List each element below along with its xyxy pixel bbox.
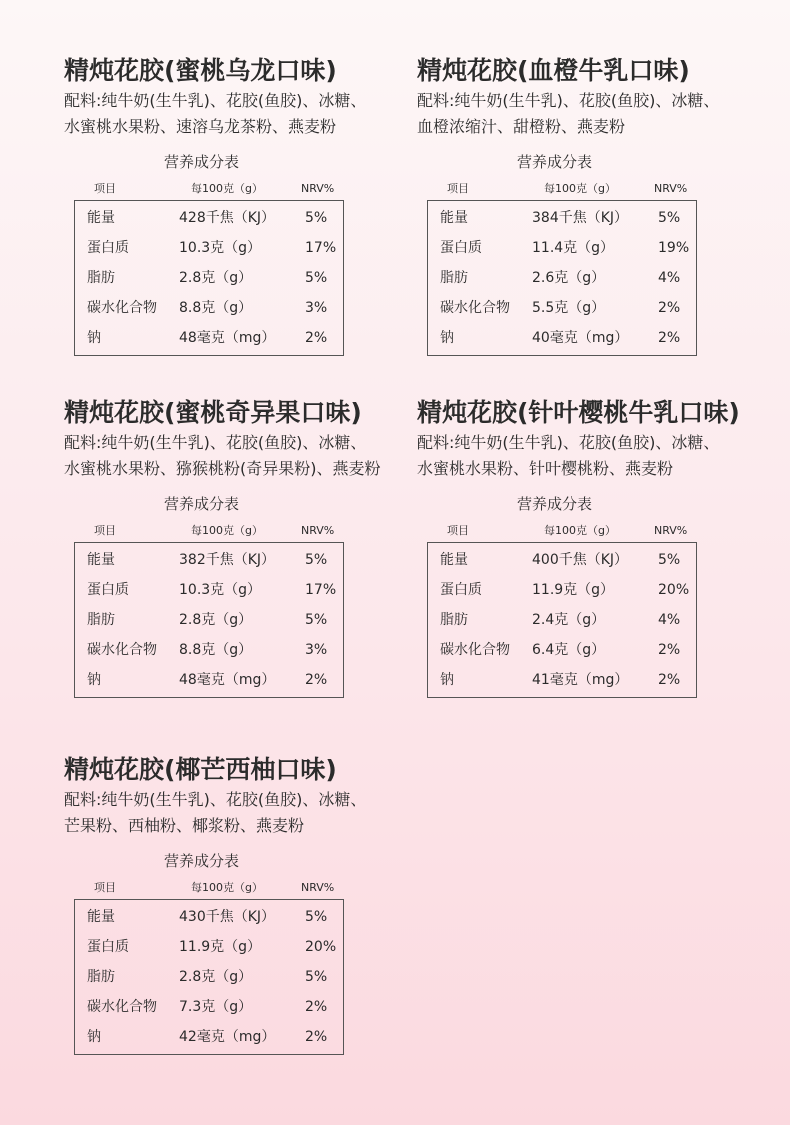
header-nrv: NRV% — [654, 182, 688, 195]
table-row — [75, 1022, 343, 1052]
row-value: 8.8克（g） — [179, 642, 253, 658]
nutrition-table — [74, 542, 344, 698]
row-value: 11.9克（g） — [532, 582, 615, 598]
ingredients — [64, 88, 424, 140]
ingredients-line: 配料:纯牛奶(生牛乳)、花胶(鱼胶)、冰糖、 — [64, 433, 367, 452]
row-item: 脂肪 — [440, 270, 468, 286]
row-item: 钠 — [440, 672, 454, 688]
product-blood-orange-milk — [417, 56, 777, 356]
row-item: 脂肪 — [87, 612, 115, 628]
table-row — [75, 575, 343, 605]
row-nrv: 2% — [658, 672, 681, 688]
ingredients-line: 血橙浓缩汁、甜橙粉、燕麦粉 — [417, 117, 626, 136]
ingredients — [64, 430, 424, 482]
row-value: 42毫克（mg） — [179, 1029, 276, 1045]
row-nrv: 2% — [305, 330, 328, 346]
row-item: 能量 — [440, 552, 468, 568]
nutrition-table — [427, 542, 697, 698]
row-item: 碳水化合物 — [440, 300, 510, 316]
row-value: 10.3克（g） — [179, 240, 262, 256]
table-row — [428, 665, 696, 695]
row-item: 钠 — [87, 330, 101, 346]
row-nrv: 3% — [305, 300, 328, 316]
row-nrv: 4% — [658, 612, 681, 628]
row-nrv: 5% — [305, 210, 328, 226]
table-row — [428, 233, 696, 263]
row-value: 2.4克（g） — [532, 612, 606, 628]
product-peach-oolong — [64, 56, 424, 356]
row-nrv: 3% — [305, 642, 328, 658]
row-nrv: 17% — [305, 582, 337, 598]
row-nrv: 5% — [305, 270, 328, 286]
ingredients — [64, 787, 424, 839]
nutrition-table-title: 营养成分表 — [164, 852, 240, 870]
header-item: 项目 — [94, 524, 116, 537]
row-value: 8.8克（g） — [179, 300, 253, 316]
table-row — [428, 545, 696, 575]
row-item: 碳水化合物 — [87, 642, 157, 658]
row-nrv: 2% — [658, 330, 681, 346]
row-nrv: 5% — [305, 612, 328, 628]
nutrition-table-header — [417, 520, 777, 542]
ingredients — [417, 430, 777, 482]
row-item: 脂肪 — [440, 612, 468, 628]
product-title: 精炖花胶(蜜桃乌龙口味) — [64, 56, 337, 85]
row-value: 11.9克（g） — [179, 939, 262, 955]
ingredients-line: 芒果粉、西柚粉、椰浆粉、燕麦粉 — [64, 816, 305, 835]
header-nrv: NRV% — [301, 182, 335, 195]
row-value: 48毫克（mg） — [179, 672, 276, 688]
row-nrv: 5% — [658, 210, 681, 226]
row-nrv: 5% — [658, 552, 681, 568]
row-value: 11.4克（g） — [532, 240, 615, 256]
header-per-100g: 每100克（g） — [191, 524, 263, 537]
table-row — [75, 293, 343, 323]
row-item: 能量 — [87, 552, 115, 568]
table-row — [75, 323, 343, 353]
row-item: 蛋白质 — [87, 582, 129, 598]
ingredients-line: 配料:纯牛奶(生牛乳)、花胶(鱼胶)、冰糖、 — [417, 433, 720, 452]
header-per-100g: 每100克（g） — [191, 881, 263, 894]
row-item: 能量 — [440, 210, 468, 226]
row-value: 2.8克（g） — [179, 612, 253, 628]
table-row — [75, 203, 343, 233]
table-row — [428, 263, 696, 293]
header-per-100g: 每100克（g） — [544, 524, 616, 537]
product-title: 精炖花胶(蜜桃奇异果口味) — [64, 398, 362, 427]
row-item: 碳水化合物 — [87, 300, 157, 316]
table-row — [75, 902, 343, 932]
row-item: 碳水化合物 — [440, 642, 510, 658]
product-coconut-mango-grapefruit — [64, 755, 424, 1055]
table-row — [428, 605, 696, 635]
table-row — [75, 605, 343, 635]
row-item: 能量 — [87, 909, 115, 925]
product-title: 精炖花胶(针叶樱桃牛乳口味) — [417, 398, 740, 427]
nutrition-table-header — [64, 877, 424, 899]
row-value: 382千焦（KJ） — [179, 552, 276, 568]
ingredients — [417, 88, 777, 140]
table-row — [75, 992, 343, 1022]
table-row — [75, 545, 343, 575]
table-row — [75, 635, 343, 665]
row-nrv: 5% — [305, 552, 328, 568]
header-item: 项目 — [94, 881, 116, 894]
row-item: 脂肪 — [87, 969, 115, 985]
table-row — [75, 962, 343, 992]
product-title: 精炖花胶(椰芒西柚口味) — [64, 755, 337, 784]
product-peach-kiwi — [64, 398, 424, 698]
row-value: 6.4克（g） — [532, 642, 606, 658]
nutrition-table-title: 营养成分表 — [517, 495, 593, 513]
row-value: 384千焦（KJ） — [532, 210, 629, 226]
ingredients-line: 配料:纯牛奶(生牛乳)、花胶(鱼胶)、冰糖、 — [64, 790, 367, 809]
ingredients-line: 配料:纯牛奶(生牛乳)、花胶(鱼胶)、冰糖、 — [417, 91, 720, 110]
row-nrv: 5% — [305, 969, 328, 985]
row-nrv: 17% — [305, 240, 337, 256]
row-value: 2.8克（g） — [179, 270, 253, 286]
row-item: 蛋白质 — [87, 939, 129, 955]
row-value: 41毫克（mg） — [532, 672, 629, 688]
table-row — [75, 233, 343, 263]
header-item: 项目 — [447, 524, 469, 537]
row-value: 5.5克（g） — [532, 300, 606, 316]
product-title: 精炖花胶(血橙牛乳口味) — [417, 56, 690, 85]
header-nrv: NRV% — [301, 881, 335, 894]
row-item: 蛋白质 — [440, 240, 482, 256]
ingredients-line: 水蜜桃水果粉、速溶乌龙茶粉、燕麦粉 — [64, 117, 337, 136]
row-item: 碳水化合物 — [87, 999, 157, 1015]
row-nrv: 4% — [658, 270, 681, 286]
row-value: 10.3克（g） — [179, 582, 262, 598]
row-nrv: 2% — [658, 300, 681, 316]
row-value: 7.3克（g） — [179, 999, 253, 1015]
nutrition-table-header — [64, 178, 424, 200]
row-value: 430千焦（KJ） — [179, 909, 276, 925]
row-item: 能量 — [87, 210, 115, 226]
nutrition-table-title: 营养成分表 — [164, 495, 240, 513]
nutrition-table — [427, 200, 697, 356]
row-item: 蛋白质 — [87, 240, 129, 256]
table-row — [428, 575, 696, 605]
row-value: 48毫克（mg） — [179, 330, 276, 346]
table-row — [428, 293, 696, 323]
header-per-100g: 每100克（g） — [544, 182, 616, 195]
row-nrv: 20% — [658, 582, 690, 598]
nutrition-table-title: 营养成分表 — [164, 153, 240, 171]
header-item: 项目 — [94, 182, 116, 195]
row-nrv: 5% — [305, 909, 328, 925]
row-value: 400千焦（KJ） — [532, 552, 629, 568]
row-item: 钠 — [87, 672, 101, 688]
product-acerola-cherry-milk — [417, 398, 777, 698]
header-nrv: NRV% — [654, 524, 688, 537]
row-item: 钠 — [87, 1029, 101, 1045]
nutrition-table-header — [417, 178, 777, 200]
row-value: 40毫克（mg） — [532, 330, 629, 346]
header-nrv: NRV% — [301, 524, 335, 537]
row-value: 428千焦（KJ） — [179, 210, 276, 226]
row-value: 2.8克（g） — [179, 969, 253, 985]
row-nrv: 19% — [658, 240, 690, 256]
row-item: 钠 — [440, 330, 454, 346]
table-row — [75, 932, 343, 962]
nutrition-table — [74, 899, 344, 1055]
ingredients-line: 水蜜桃水果粉、针叶樱桃粉、燕麦粉 — [417, 459, 674, 478]
ingredients-line: 配料:纯牛奶(生牛乳)、花胶(鱼胶)、冰糖、 — [64, 91, 367, 110]
row-nrv: 2% — [305, 672, 328, 688]
nutrition-table — [74, 200, 344, 356]
row-value: 2.6克（g） — [532, 270, 606, 286]
table-row — [75, 665, 343, 695]
row-item: 脂肪 — [87, 270, 115, 286]
header-item: 项目 — [447, 182, 469, 195]
row-nrv: 2% — [305, 1029, 328, 1045]
table-row — [428, 203, 696, 233]
nutrition-table-title: 营养成分表 — [517, 153, 593, 171]
table-row — [428, 635, 696, 665]
ingredients-line: 水蜜桃水果粉、猕猴桃粉(奇异果粉)、燕麦粉 — [64, 459, 381, 478]
table-row — [75, 263, 343, 293]
row-nrv: 20% — [305, 939, 337, 955]
row-item: 蛋白质 — [440, 582, 482, 598]
row-nrv: 2% — [658, 642, 681, 658]
header-per-100g: 每100克（g） — [191, 182, 263, 195]
table-row — [428, 323, 696, 353]
nutrition-table-header — [64, 520, 424, 542]
row-nrv: 2% — [305, 999, 328, 1015]
